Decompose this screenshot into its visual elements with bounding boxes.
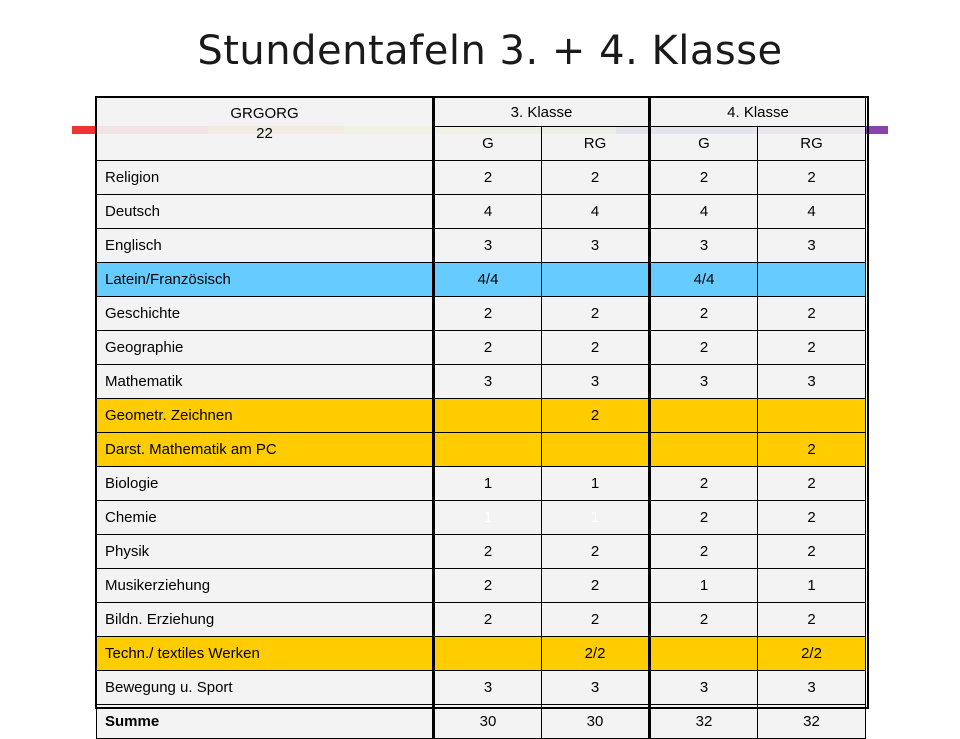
table-row <box>97 331 866 365</box>
hours-cell: 2 <box>542 399 650 433</box>
hours-cell: 1 <box>542 467 650 501</box>
hours-cell: 2 <box>758 433 866 467</box>
hours-cell: 3 <box>434 671 542 705</box>
subject-cell: Geometr. Zeichnen <box>97 399 434 433</box>
hours-cell: 3 <box>650 365 758 399</box>
subject-cell: Englisch <box>97 229 434 263</box>
hours-cell <box>758 263 866 297</box>
type-header-3-g: G <box>434 127 542 161</box>
hours-cell <box>650 399 758 433</box>
hours-cell <box>542 433 650 467</box>
hours-cell: 2 <box>758 467 866 501</box>
subject-cell: Religion <box>97 161 434 195</box>
hours-cell: 2 <box>650 161 758 195</box>
hours-cell: 4 <box>542 195 650 229</box>
subject-cell: Techn./ textiles Werken <box>97 637 434 671</box>
header-row-classes <box>97 98 866 127</box>
school-number: 22 <box>256 125 273 142</box>
hours-cell: 2 <box>434 297 542 331</box>
hours-cell: 1 <box>650 569 758 603</box>
table-row <box>97 297 866 331</box>
hours-cell: 2 <box>650 501 758 535</box>
hours-cell: 2/2 <box>758 637 866 671</box>
hours-cell: 30 <box>542 705 650 739</box>
hours-cell: 2 <box>542 603 650 637</box>
hours-cell: 2 <box>434 161 542 195</box>
subject-cell: Musikerziehung <box>97 569 434 603</box>
subject-cell: Geschichte <box>97 297 434 331</box>
table-row <box>97 569 866 603</box>
table-row <box>97 399 866 433</box>
hours-cell: 2 <box>758 603 866 637</box>
hours-cell: 2 <box>650 535 758 569</box>
hours-cell <box>434 399 542 433</box>
timetable <box>96 97 866 739</box>
sum-row <box>97 705 866 739</box>
class3-header: 3. Klasse <box>434 98 650 127</box>
hours-cell: 2 <box>434 331 542 365</box>
table-row <box>97 161 866 195</box>
hours-cell: 1 <box>758 569 866 603</box>
hours-cell: 3 <box>758 365 866 399</box>
hours-cell: 3 <box>758 229 866 263</box>
hours-cell: 3 <box>650 671 758 705</box>
hours-cell <box>650 637 758 671</box>
hours-cell <box>650 433 758 467</box>
subject-cell: Bildn. Erziehung <box>97 603 434 637</box>
table-row <box>97 535 866 569</box>
type-header-3-rg: RG <box>542 127 650 161</box>
school-header <box>97 98 434 161</box>
hours-cell: 3 <box>542 671 650 705</box>
hours-cell: 3 <box>434 365 542 399</box>
hours-cell: 3 <box>542 365 650 399</box>
hours-cell: 1 <box>434 467 542 501</box>
hours-cell: 2 <box>542 569 650 603</box>
hours-cell: 2/2 <box>542 637 650 671</box>
hours-cell: 32 <box>758 705 866 739</box>
hours-cell: 2 <box>650 467 758 501</box>
hours-cell: 2 <box>542 161 650 195</box>
hours-cell: 3 <box>758 671 866 705</box>
hours-cell: 1 <box>542 501 650 535</box>
school-name: GRGORG <box>230 105 299 122</box>
hours-cell: 2 <box>434 569 542 603</box>
hours-cell: 4 <box>758 195 866 229</box>
subject-cell: Geographie <box>97 331 434 365</box>
hours-cell: 32 <box>650 705 758 739</box>
hours-cell: 4/4 <box>650 263 758 297</box>
hours-cell: 4 <box>434 195 542 229</box>
subject-cell: Mathematik <box>97 365 434 399</box>
subject-cell: Chemie <box>97 501 434 535</box>
hours-cell: 2 <box>650 331 758 365</box>
subject-cell: Latein/Französisch <box>97 263 434 297</box>
type-header-4-rg: RG <box>758 127 866 161</box>
table-row <box>97 263 866 297</box>
table-row <box>97 229 866 263</box>
table-row <box>97 433 866 467</box>
hours-cell: 2 <box>758 535 866 569</box>
hours-cell <box>542 263 650 297</box>
hours-cell: 3 <box>650 229 758 263</box>
table-row <box>97 467 866 501</box>
table-row <box>97 671 866 705</box>
type-header-4-g: G <box>650 127 758 161</box>
table-row <box>97 365 866 399</box>
subject-cell: Darst. Mathematik am PC <box>97 433 434 467</box>
hours-cell: 2 <box>650 297 758 331</box>
hours-cell: 2 <box>542 535 650 569</box>
hours-cell: 2 <box>650 603 758 637</box>
table-row <box>97 603 866 637</box>
page-title: Stundentafeln 3. + 4. Klasse <box>197 28 783 74</box>
hours-cell: 2 <box>542 331 650 365</box>
hours-cell: 2 <box>542 297 650 331</box>
hours-cell: 2 <box>434 603 542 637</box>
hours-cell: 4 <box>650 195 758 229</box>
hours-cell: 4/4 <box>434 263 542 297</box>
subject-cell: Biologie <box>97 467 434 501</box>
hours-cell <box>434 433 542 467</box>
subject-cell: Physik <box>97 535 434 569</box>
table-row <box>97 501 866 535</box>
hours-cell: 2 <box>434 535 542 569</box>
table-row <box>97 195 866 229</box>
hours-cell: 3 <box>542 229 650 263</box>
class4-header: 4. Klasse <box>650 98 866 127</box>
hours-cell: 2 <box>758 501 866 535</box>
hours-cell <box>434 637 542 671</box>
hours-cell: 2 <box>758 331 866 365</box>
subject-cell: Bewegung u. Sport <box>97 671 434 705</box>
hours-cell <box>758 399 866 433</box>
hours-cell: 2 <box>758 161 866 195</box>
hours-cell: 3 <box>434 229 542 263</box>
hours-cell: 30 <box>434 705 542 739</box>
subject-cell: Summe <box>97 705 434 739</box>
subject-cell: Deutsch <box>97 195 434 229</box>
table-row <box>97 637 866 671</box>
hours-cell: 1 <box>434 501 542 535</box>
hours-cell: 2 <box>758 297 866 331</box>
